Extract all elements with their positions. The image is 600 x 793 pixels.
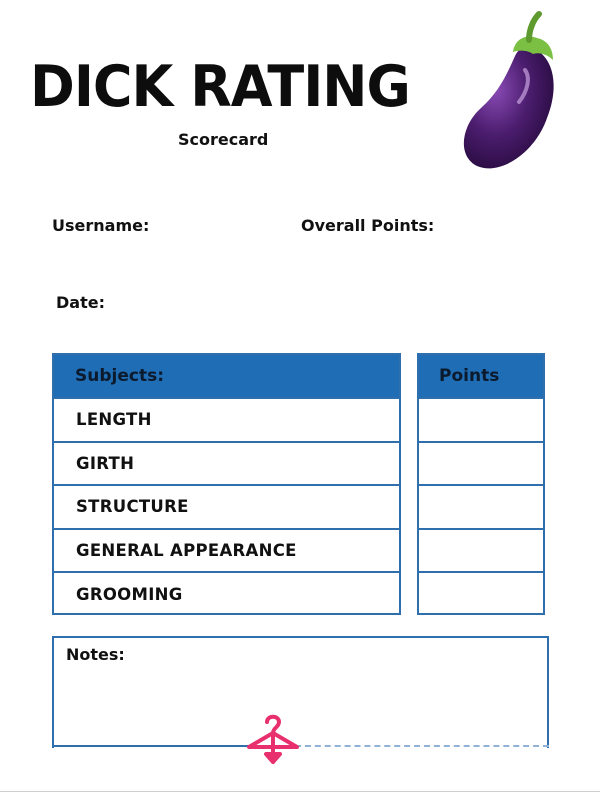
subject-row-length: LENGTH bbox=[54, 397, 399, 441]
points-cell[interactable] bbox=[419, 528, 543, 572]
notes-label: Notes: bbox=[66, 645, 125, 664]
points-table bbox=[417, 353, 545, 615]
subjects-table bbox=[52, 353, 401, 615]
date-label: Date: bbox=[56, 293, 105, 312]
subject-row-general-appearance: GENERAL APPEARANCE bbox=[54, 528, 399, 572]
notes-border bbox=[52, 745, 252, 747]
subjects-header: Subjects: bbox=[54, 355, 399, 397]
points-cell[interactable] bbox=[419, 397, 543, 441]
points-cell[interactable] bbox=[419, 484, 543, 528]
notes-border-dashed bbox=[295, 745, 549, 747]
subject-row-grooming: GROOMING bbox=[54, 571, 399, 615]
points-cell[interactable] bbox=[419, 441, 543, 485]
hanger-icon bbox=[244, 710, 302, 768]
subject-row-girth: GIRTH bbox=[54, 441, 399, 485]
page-title: DICK RATING bbox=[30, 53, 410, 120]
overall-points-label: Overall Points: bbox=[301, 216, 435, 235]
subject-row-structure: STRUCTURE bbox=[54, 484, 399, 528]
page-subtitle: Scorecard bbox=[178, 130, 269, 149]
username-label: Username: bbox=[52, 216, 150, 235]
points-header: Points bbox=[419, 355, 543, 397]
page-divider bbox=[0, 791, 600, 792]
points-cell[interactable] bbox=[419, 571, 543, 615]
eggplant-icon bbox=[455, 8, 565, 178]
